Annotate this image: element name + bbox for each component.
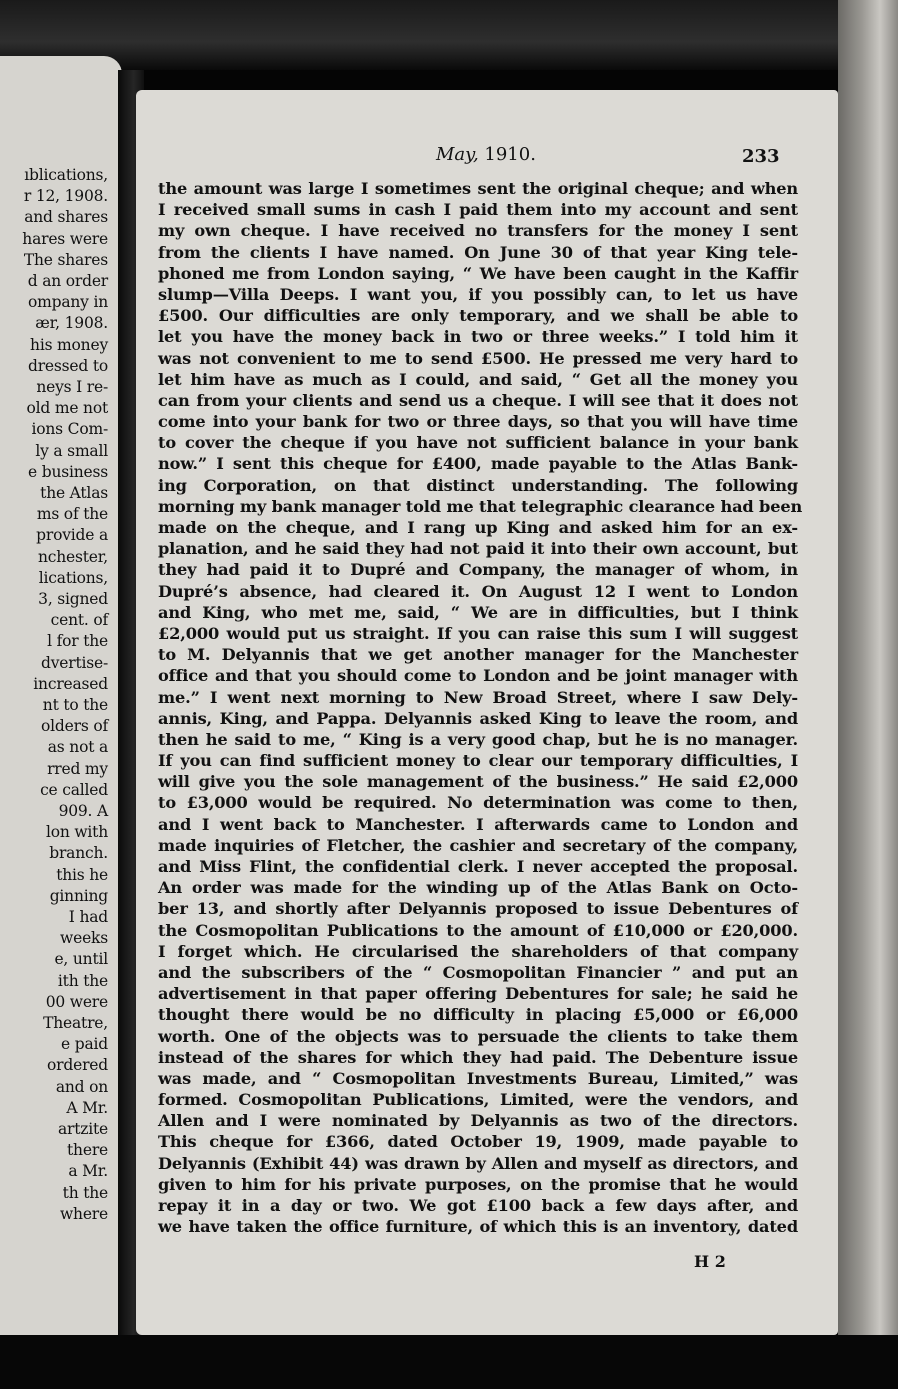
left-page-line: as not a — [47, 738, 108, 757]
left-page-line: the Atlas — [40, 484, 108, 502]
page-number: 233 — [742, 146, 780, 167]
text-line: This cheque for £366, dated October 19, 1909, made payable to — [158, 1132, 798, 1152]
text-line: the Cosmopolitan Publications to the amount of £10,000 or £20,000. — [158, 920, 798, 940]
text-line: instead of the shares for which they had paid. The Debenture issue — [158, 1047, 798, 1067]
top-shadow — [0, 0, 898, 70]
text-line: and Miss Flint, the confidential clerk. I never accepted the proposal. — [158, 857, 798, 876]
header-year: 1910. — [484, 144, 536, 165]
text-line: £500. Our difficulties are only temporary, and we shall be able to — [158, 306, 798, 326]
left-page-line: ginning — [49, 886, 108, 905]
text-line: given to him for his private purposes, on the promise that he would — [158, 1174, 798, 1194]
text-line: was not convenient to me to send £500. He pressed me very hard to — [158, 348, 798, 368]
left-page-line: e paid — [61, 1035, 108, 1054]
left-page-line: cent. of — [50, 611, 108, 630]
left-page-line: and on — [55, 1077, 108, 1096]
left-page-line: lon with — [45, 823, 108, 842]
left-page-line: dressed to — [28, 356, 108, 375]
signature-mark: H 2 — [694, 1252, 726, 1271]
text-line: then he said to me, “ King is a very good chap, but he is no manager. — [158, 729, 798, 749]
left-page-line: rred my — [47, 759, 108, 778]
text-line: from the clients I have named. On June 30 of that year King tele- — [158, 242, 798, 262]
left-page-line: A Mr. — [66, 1098, 108, 1117]
text-line: my own cheque. I have received no transfers for the money I sent — [158, 221, 798, 241]
left-page-line: a Mr. — [68, 1162, 108, 1181]
left-page-line: ær, 1908. — [35, 314, 108, 333]
left-page-line: th the — [62, 1183, 108, 1202]
text-line: thought there would be no difficulty in placing £5,000 or £6,000 — [158, 1005, 798, 1025]
page-edge — [838, 0, 898, 1389]
text-line: made inquiries of Fletcher, the cashier and secretary of the company, — [158, 835, 798, 855]
left-page-line: e, until — [54, 950, 108, 969]
text-line: Delyannis (Exhibit 44) was drawn by Allen and myself as directors, and — [158, 1153, 798, 1173]
left-page-line: old me not — [26, 399, 108, 418]
left-page-line: provide a — [36, 526, 108, 545]
left-page-line: nt to the — [42, 696, 108, 714]
text-line: they had paid it to Dupré and Company, the manager of whom, in — [158, 560, 798, 580]
text-line: annis, King, and Pappa. Delyannis asked King to leave the room, and — [158, 708, 798, 728]
left-page-line: artzite — [57, 1120, 108, 1138]
left-page-line: ms of the — [36, 505, 108, 524]
text-line: Dupré’s absence, had cleared it. On August 12 I went to London — [158, 581, 798, 601]
left-page-line: there — [67, 1141, 108, 1160]
left-page-line: where — [59, 1204, 108, 1223]
left-page-line: ly a small — [35, 441, 108, 460]
text-line: ber 13, and shortly after Delyannis proposed to issue Debentures of — [158, 899, 798, 919]
left-page-line: weeks — [60, 929, 108, 948]
left-page-line: this he — [56, 865, 108, 884]
left-page-line: ith the — [57, 971, 108, 990]
running-header-date — [436, 144, 536, 165]
left-page-line: 3, signed — [38, 590, 108, 608]
left-page-line: ce called — [40, 780, 108, 799]
text-line: me.” I went next morning to New Broad Street, where I saw Dely- — [158, 687, 798, 707]
left-page-line: d an order — [27, 272, 108, 290]
text-line: the amount was large I sometimes sent the original cheque; and when — [158, 179, 798, 198]
left-page-line: e business — [28, 462, 108, 481]
text-line: and the subscribers of the “ Cosmopolitan Financier ” and put an — [158, 962, 798, 982]
text-line: ing Corporation, on that distinct understanding. The following — [158, 475, 798, 495]
left-page-line: 00 were — [45, 992, 108, 1011]
left-page-line: and shares — [24, 208, 108, 227]
text-line: let you have the money back in two or three weeks.” I told him it — [158, 327, 798, 347]
left-page-line: nchester, — [37, 547, 108, 566]
left-page-line: lications, — [38, 568, 108, 587]
text-line: I forget which. He circularised the shareholders of that company — [158, 941, 798, 961]
left-page-line: ions Com- — [31, 420, 108, 439]
text-line: An order was made for the winding up of the Atlas Bank on Octo- — [158, 878, 798, 898]
text-line: worth. One of the objects was to persuade the clients to take them — [158, 1026, 798, 1046]
left-page-line: r 12, 1908. — [23, 187, 108, 206]
text-line: was made, and “ Cosmopolitan Investments Bureau, Limited,” was — [158, 1068, 798, 1088]
text-line: will give you the sole management of the business.” He said £2,000 — [158, 772, 798, 792]
text-line: come into your bank for two or three days, so that you will have time — [158, 412, 798, 432]
body-text — [158, 178, 803, 1237]
text-line: let him have as much as I could, and said, “ Get all the money you — [158, 369, 798, 389]
left-page-fragment — [0, 56, 122, 1339]
bottom-shadow — [0, 1335, 898, 1389]
text-line: slump—Villa Deeps. I want you, if you possibly can, to let us have — [158, 284, 798, 304]
left-page-line: neys I re- — [36, 378, 108, 396]
text-line: If you can find sufficient money to clear our temporary difficulties, I — [158, 751, 798, 771]
text-line: to cover the cheque if you have not sufficient balance in your bank — [158, 433, 798, 453]
text-line: planation, and he said they had not paid it into their own account, but — [158, 539, 798, 559]
text-line: Allen and I were nominated by Delyannis as two of the directors. — [158, 1111, 798, 1131]
text-line: formed. Cosmopolitan Publications, Limited, were the vendors, and — [158, 1090, 798, 1110]
text-line: to £3,000 would be required. No determination was come to then, — [158, 793, 798, 813]
text-line: and I went back to Manchester. I afterwards came to London and — [158, 814, 798, 834]
left-page-line: hares were — [22, 229, 108, 248]
text-line: can from your clients and send us a cheque. I will see that it does not — [158, 390, 798, 410]
text-line: morning my bank manager told me that telegraphic clearance had been — [158, 496, 803, 516]
text-line: and King, who met me, said, “ We are in difficulties, but I think — [158, 602, 798, 622]
text-line: £2,000 would put us straight. If you can raise this sum I will suggest — [158, 623, 798, 643]
text-line: repay it in a day or two. We got £100 back a few days after, and — [158, 1196, 798, 1215]
left-page-line: 909. A — [58, 802, 108, 820]
left-page-line: The shares — [23, 250, 108, 269]
text-line: we have taken the office furniture, of which this is an inventory, dated — [158, 1217, 798, 1237]
left-page-line: his money — [30, 335, 108, 354]
left-page-line: ompany in — [28, 293, 108, 312]
left-page-line: l for the — [47, 632, 108, 651]
text-line: phoned me from London saying, “ We have been caught in the Kaffir — [158, 263, 798, 283]
left-page-line: Theatre, — [43, 1014, 108, 1032]
left-page-line: olders of — [41, 717, 108, 736]
left-page-line: dvertise- — [40, 653, 108, 672]
text-line: advertisement in that paper offering Debentures for sale; he said he — [158, 984, 798, 1004]
left-page-line: branch. — [49, 844, 108, 863]
left-page-line: increased — [33, 674, 108, 693]
text-line: now.” I sent this cheque for £400, made payable to the Atlas Bank- — [158, 454, 798, 474]
text-line: to M. Delyannis that we get another manager for the Manchester — [158, 645, 798, 665]
text-line: I received small sums in cash I paid them into my account and sent — [158, 200, 798, 220]
left-page-line: I had — [68, 908, 108, 926]
text-line: made on the cheque, and I rang up King and asked him for an ex- — [158, 518, 798, 537]
header-month: May, — [436, 144, 479, 165]
text-line: office and that you should come to London and be joint manager with — [158, 666, 798, 686]
left-page-line: ordered — [47, 1056, 108, 1075]
left-page-line: ıblications, — [24, 166, 108, 184]
